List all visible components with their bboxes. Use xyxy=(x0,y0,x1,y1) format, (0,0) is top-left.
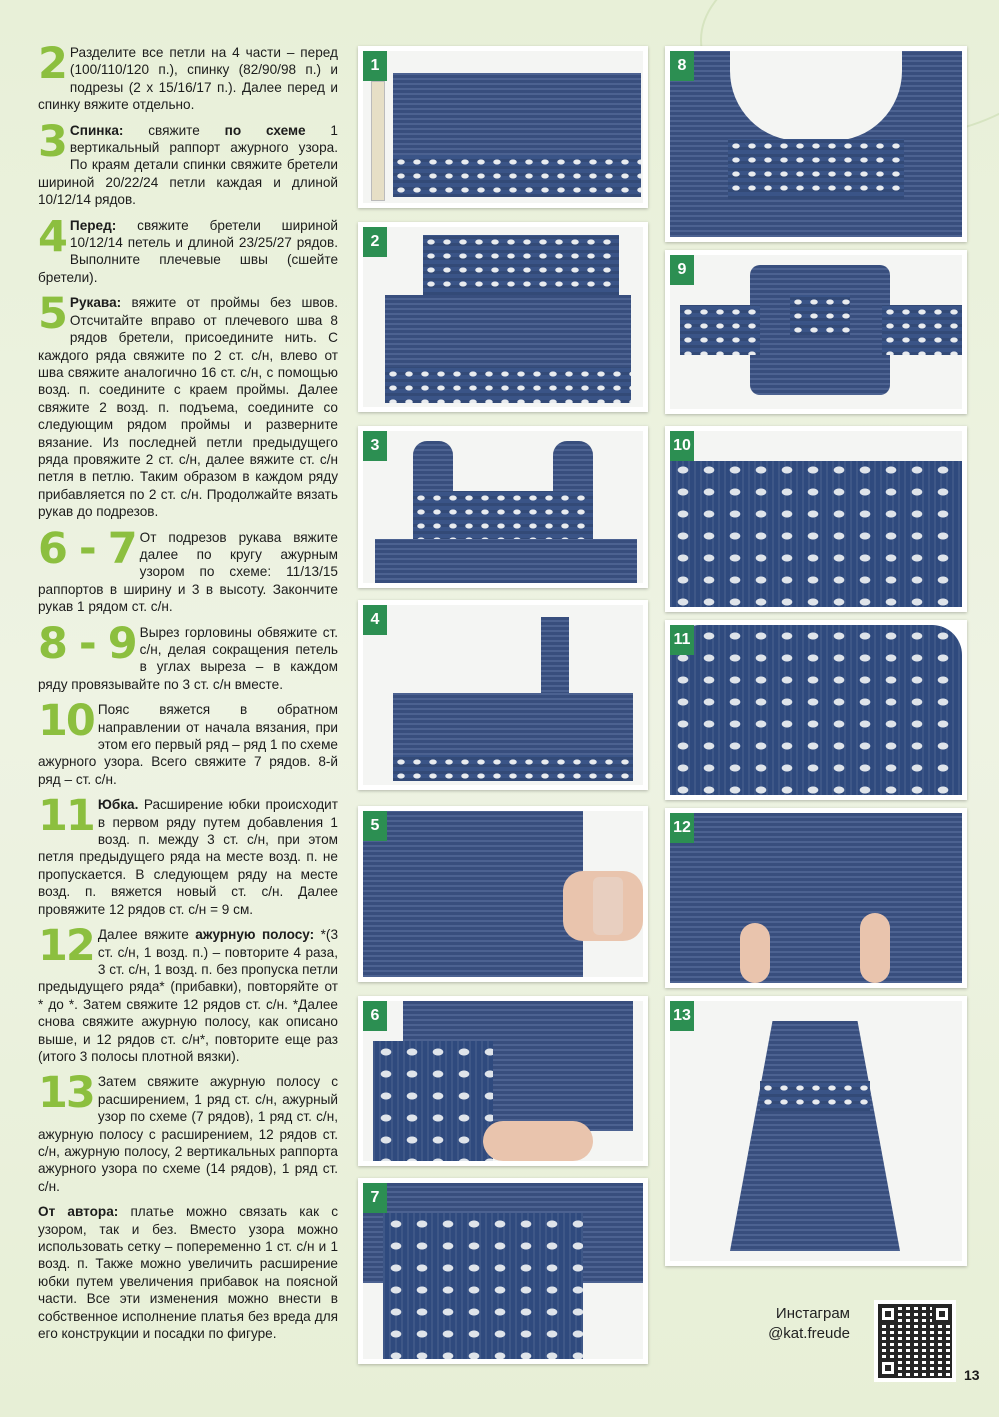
photo-6 xyxy=(358,996,648,1166)
photo-number-badge: 10 xyxy=(670,431,694,461)
photo-11 xyxy=(665,620,967,800)
step-text: Пояс вяжется в обратном направлении от начала вязания, при этом его первый ряд – ряд 1 по схеме ажурного узора. Всего свяжите 7 рядов. 8-й ряд – ст. с/н. xyxy=(38,702,338,787)
photo-number-badge: 3 xyxy=(363,431,387,461)
instagram-info xyxy=(700,1304,850,1344)
photo-9 xyxy=(665,250,967,414)
photo-number-badge: 11 xyxy=(670,625,694,655)
photo-10 xyxy=(665,426,967,612)
photo-3 xyxy=(358,426,648,588)
photo-number-badge: 8 xyxy=(670,51,694,81)
photo-number-badge: 12 xyxy=(670,813,694,843)
photo-number-badge: 6 xyxy=(363,1001,387,1031)
step-6-7 xyxy=(38,523,338,616)
step-number: 2 xyxy=(38,39,66,89)
photo-number-badge: 4 xyxy=(363,605,387,635)
step-text: Затем свяжите ажурную полосу с расширением, 1 ряд ст. с/н, ажурный узор по схеме (7 рядов), 1 ряд ст. с/н, ажурную полосу с расширением, 12 рядов ст. с/н, ажурную полосу, 2 вертикальных раппорта ажурного узора по схеме (14 рядов), 1 ряд ст. с/н. xyxy=(38,1074,338,1194)
photo-5 xyxy=(358,806,648,982)
step-2 xyxy=(38,39,338,114)
step-5 xyxy=(38,289,338,520)
photo-number-badge: 13 xyxy=(670,1001,694,1031)
step-text: *(3 ст. с/н, 1 возд. п.) – повторите 4 раза, 3 ст. с/н, 1 возд. п. без пропуска петли предыдущего ряда* (прибавки), повторяйте от * до *. Затем свяжите 12 рядов ст. с/н. *Далее снова свяжите ажурную полосу, как описано выше, и 12 рядов ст. с/н*, повторите еще раз (итого 3 полосы плотной вязки). xyxy=(38,927,339,1064)
step-11 xyxy=(38,791,338,918)
step-lead: Перед: xyxy=(69,217,117,233)
step-number: 6 - 7 xyxy=(38,523,136,574)
step-3 xyxy=(38,116,338,209)
step-number: 3 xyxy=(38,116,66,167)
instagram-label: Инстаграм xyxy=(775,1305,850,1322)
step-text: Далее вяжите xyxy=(97,927,196,943)
photo-13 xyxy=(665,996,967,1266)
step-text: Расширение юбки происходит в первом ряду путем добавления 1 возд. п. между 3 ст. с/н, при этом петля предыдущего ряда на месте возд. п. не пропускается. В следующем ряду на месте возд. п. вяжется новый ст. с/н. Далее провяжите 12 рядов ст. с/н = 9 см. xyxy=(38,797,338,917)
step-text: От подрезов рукава вяжите далее по кругу ажурным узором по схеме: 11/13/15 раппортов в ширину и 3 в высоту. Закончите рукав 1 рядом ст. с/н. xyxy=(38,529,338,615)
photo-number-badge: 1 xyxy=(363,51,387,81)
step-number: 8 - 9 xyxy=(38,618,136,669)
author-lead: От автора: xyxy=(38,1204,119,1220)
step-lead: Спинка: xyxy=(69,122,124,138)
step-text: вяжите от проймы без швов. Отсчитайте вправо от плечевого шва 8 рядов бретели, присоедините нить. С каждого ряда свяжите по 2 ст. с/н, влево от шва свяжите аналогично 16 ст. с/н, с помощью возд. п. соедините с краем проймы. Далее свяжите 2 возд. п. подъема, соедините со следующим рядом проймы и разверните вязание. Из последней петли предыдущего ряда провяжите 2 ст. с/н, далее вяжите ст. с/н петля в петлю. Таким образом в каждом ряду прибавляется по 2 ст. с/н. Продолжайте вязать рукав до подрезов. xyxy=(38,295,338,520)
step-lead: Рукава: xyxy=(69,295,122,311)
photo-7 xyxy=(358,1178,648,1364)
step-10 xyxy=(38,696,338,788)
photo-number-badge: 7 xyxy=(363,1183,387,1213)
qr-code[interactable] xyxy=(874,1300,956,1382)
page-number: 13 xyxy=(964,1367,980,1383)
step-lead: Юбка. xyxy=(97,797,139,813)
step-12 xyxy=(38,921,339,1065)
step-lead: по схеме xyxy=(224,122,306,138)
author-text: платье можно связать как с узором, так и без. Вместо узора можно использовать сетку – попеременно 1 ст. с/н и 1 возд. п. Также можно увеличить расширение юбки путем увеличения прибавок на поясной части. Все эти изменения можно внести в собственное исполнение платья без вреда для его конструкции и посадки по фигуре. xyxy=(38,1204,338,1342)
step-text: свяжите бретели шириной 10/12/14 петель и длиной 23/25/27 рядов. Выполните плечевые швы (сшейте бретели). xyxy=(38,217,338,285)
photo-1 xyxy=(358,46,648,208)
photo-8 xyxy=(665,46,967,242)
step-text: 1 вертикальный раппорт ажурного узора. По краям детали спинки свяжите бретели шириной 20/22/24 петли каждая и длиной 10/12/14 рядов. xyxy=(38,122,338,208)
step-number: 12 xyxy=(38,921,94,972)
author-note xyxy=(38,1203,338,1342)
step-text: Разделите все петли на 4 части – перед (100/110/120 п.), спинку (82/90/98 п.) и подрезы (2 x 15/16/17 п.). Далее перед и спинку вяжите отдельно. xyxy=(38,45,338,113)
step-4 xyxy=(38,211,338,287)
step-lead: ажурную полосу: xyxy=(195,927,315,943)
step-number: 13 xyxy=(38,1068,94,1119)
photo-12 xyxy=(665,808,967,988)
photo-2 xyxy=(358,222,648,412)
photo-number-badge: 2 xyxy=(363,227,387,257)
instagram-handle[interactable]: @kat.freude xyxy=(768,1325,850,1342)
step-8-9 xyxy=(38,618,338,694)
step-number: 10 xyxy=(38,696,94,747)
step-text: свяжите xyxy=(123,122,225,138)
step-13 xyxy=(38,1068,338,1195)
instructions-column xyxy=(38,39,339,1342)
step-number: 11 xyxy=(38,791,94,842)
photo-4 xyxy=(358,600,648,790)
photo-number-badge: 5 xyxy=(363,811,387,841)
photo-number-badge: 9 xyxy=(670,255,694,285)
step-number: 5 xyxy=(38,289,66,340)
step-number: 4 xyxy=(38,211,66,262)
step-text: Вырез горловины обвяжите ст. с/н, делая сокращения петель в углах выреза – в каждом ряду провязывайте по 3 ст. с/н вместе. xyxy=(38,624,338,692)
